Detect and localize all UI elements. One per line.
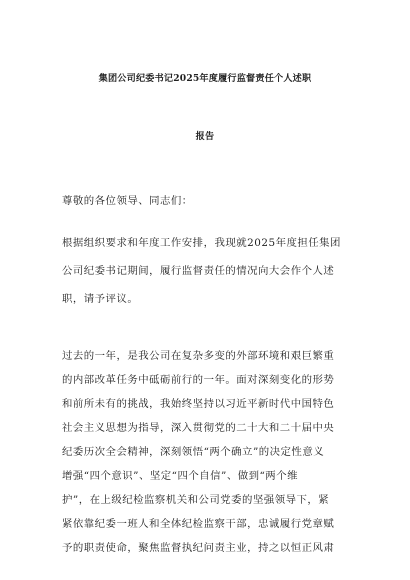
paragraph-2-line: 紧依靠纪委一班人和全体纪检监察干部，忠诚履行党章赋 (62, 518, 335, 530)
paragraph-2-line: 予的职责使命，聚焦监督执纪问责主业，持之以恒正风肃 (62, 542, 335, 554)
salutation: 尊敬的各位领导、同志们： (62, 195, 193, 207)
paragraph-1-line: 公司纪委书记期间，履行监督责任的情况向大会作个人述 (62, 265, 335, 277)
paragraph-2-line: 社会主义思想为指导，深入贯彻党的二十大和二十届中央 (62, 422, 335, 434)
paragraph-2-line: 增强“四个意识”、坚定“四个自信”、做到“两个维 (62, 470, 298, 482)
paragraph-2-line: 过去的一年，是我公司在复杂多变的外部环境和艰巨繁重 (62, 350, 335, 362)
paragraph-2-line: 护”，在上级纪检监察机关和公司党委的坚强领导下，紧 (62, 494, 330, 506)
paragraph-2-line: 的内部改革任务中砥砺前行的一年。面对深刻变化的形势 (62, 374, 335, 386)
document-title-line-1: 集团公司纪委书记2025年度履行监督责任个人述职 (98, 73, 312, 84)
paragraph-1-line: 根据组织要求和年度工作安排，我现就2025年度担任集团 (62, 237, 341, 249)
paragraph-1-line: 职，请予评议。 (62, 293, 139, 305)
paragraph-2-line: 纪委历次全会精神，深刻领悟“两个确立”的决定性意义 (62, 446, 325, 458)
document-title-line-2: 报告 (195, 131, 215, 142)
paragraph-2-line: 和前所未有的挑战，我始终坚持以习近平新时代中国特色 (62, 398, 335, 410)
